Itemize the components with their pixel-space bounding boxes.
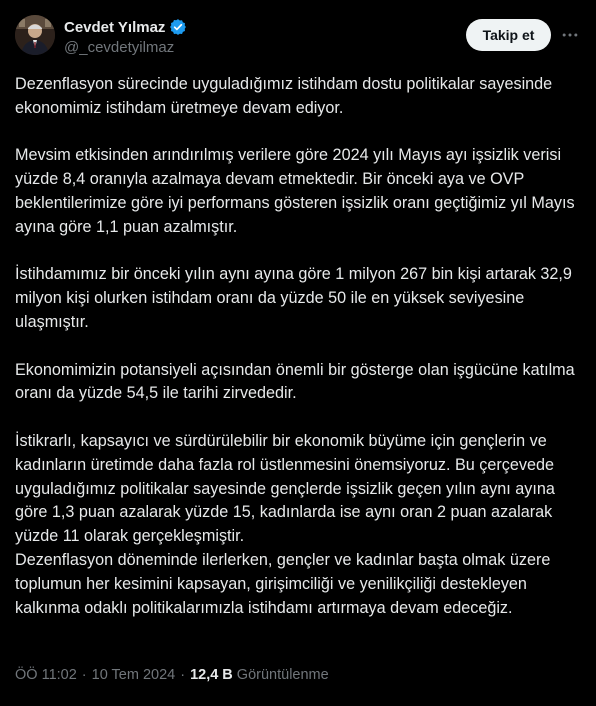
tweet-paragraph: Dezenflasyon döneminde ilerlerken, gençler ve kadınlar başta olmak üzere toplumun her kesimini kapsayan, girişimciliği ve yenilikçiliği destekleyen kalkınma odaklı politikalarımızla istihdamı artırmaya devam edeceğiz. [15, 550, 551, 617]
author-block [64, 17, 187, 56]
tweet-text [15, 73, 581, 620]
author-handle[interactable]: @_cevdetyilmaz [64, 39, 175, 56]
verified-badge-icon[interactable] [169, 18, 187, 36]
meta-separator: · [81, 667, 87, 683]
more-horizontal-icon[interactable] [558, 23, 582, 47]
tweet-header [0, 0, 596, 70]
tweet-paragraph: İstihdamımız bir önceki yılın aynı ayına göre 1 milyon 267 bin kişi artarak 32,9 milyon kişi olurken istihdam oranı da yüzde 50 ile en yüksek seviyesine ulaşmıştır. [15, 265, 572, 331]
follow-button[interactable]: Takip et [466, 19, 551, 51]
tweet-time[interactable]: ÖÖ 11:02 [15, 667, 77, 683]
display-name[interactable]: Cevdet Yılmaz [64, 18, 166, 36]
name-row [64, 17, 187, 37]
tweet-meta [15, 664, 329, 686]
views-count: 12,4 B [190, 667, 233, 683]
tweet-paragraph: Mevsim etkisinden arındırılmış verilere göre 2024 yılı Mayıs ayı işsizlik verisi yüzde 8,4 oranıyla azalmaya devam etmektedir. Bir önceki aya ve OVP beklentilerimize göre iyi performans gösteren işsizlik oranı geçtiğimiz yıl Mayıs ayına göre 1,1 puan azalmıştır. [15, 146, 575, 236]
tweet-date[interactable]: 10 Tem 2024 [91, 667, 176, 683]
meta-separator: · [180, 667, 186, 683]
avatar[interactable] [15, 15, 55, 55]
tweet-paragraph: İstikrarlı, kapsayıcı ve sürdürülebilir bir ekonomik büyüme için gençlerin ve kadınların üretimde daha fazla rol üstlenmesini önemsiyoruz. Bu çerçevede uyguladığımız politikalar sayesinde gençlerde işsizlik geçen yılın aynı ayına göre 1,3 puan azalarak yüzde 15, kadınlarda ise aynı oran 2 puan azalarak yüzde 11 olarak gerçekleşmiştir. [15, 431, 555, 546]
views-label: Görüntülenme [236, 667, 329, 683]
avatar-image [15, 15, 55, 55]
tweet-paragraph: Dezenflasyon sürecinde uyguladığımız istihdam dostu politikalar sayesinde ekonomimiz istihdam üretmeye devam ediyor. [15, 75, 553, 117]
tweet-paragraph: Ekonomimizin potansiyeli açısından önemli bir gösterge olan işgücüne katılma oranı da yüzde 54,5 ile tarihi zirvededir. [15, 360, 575, 403]
